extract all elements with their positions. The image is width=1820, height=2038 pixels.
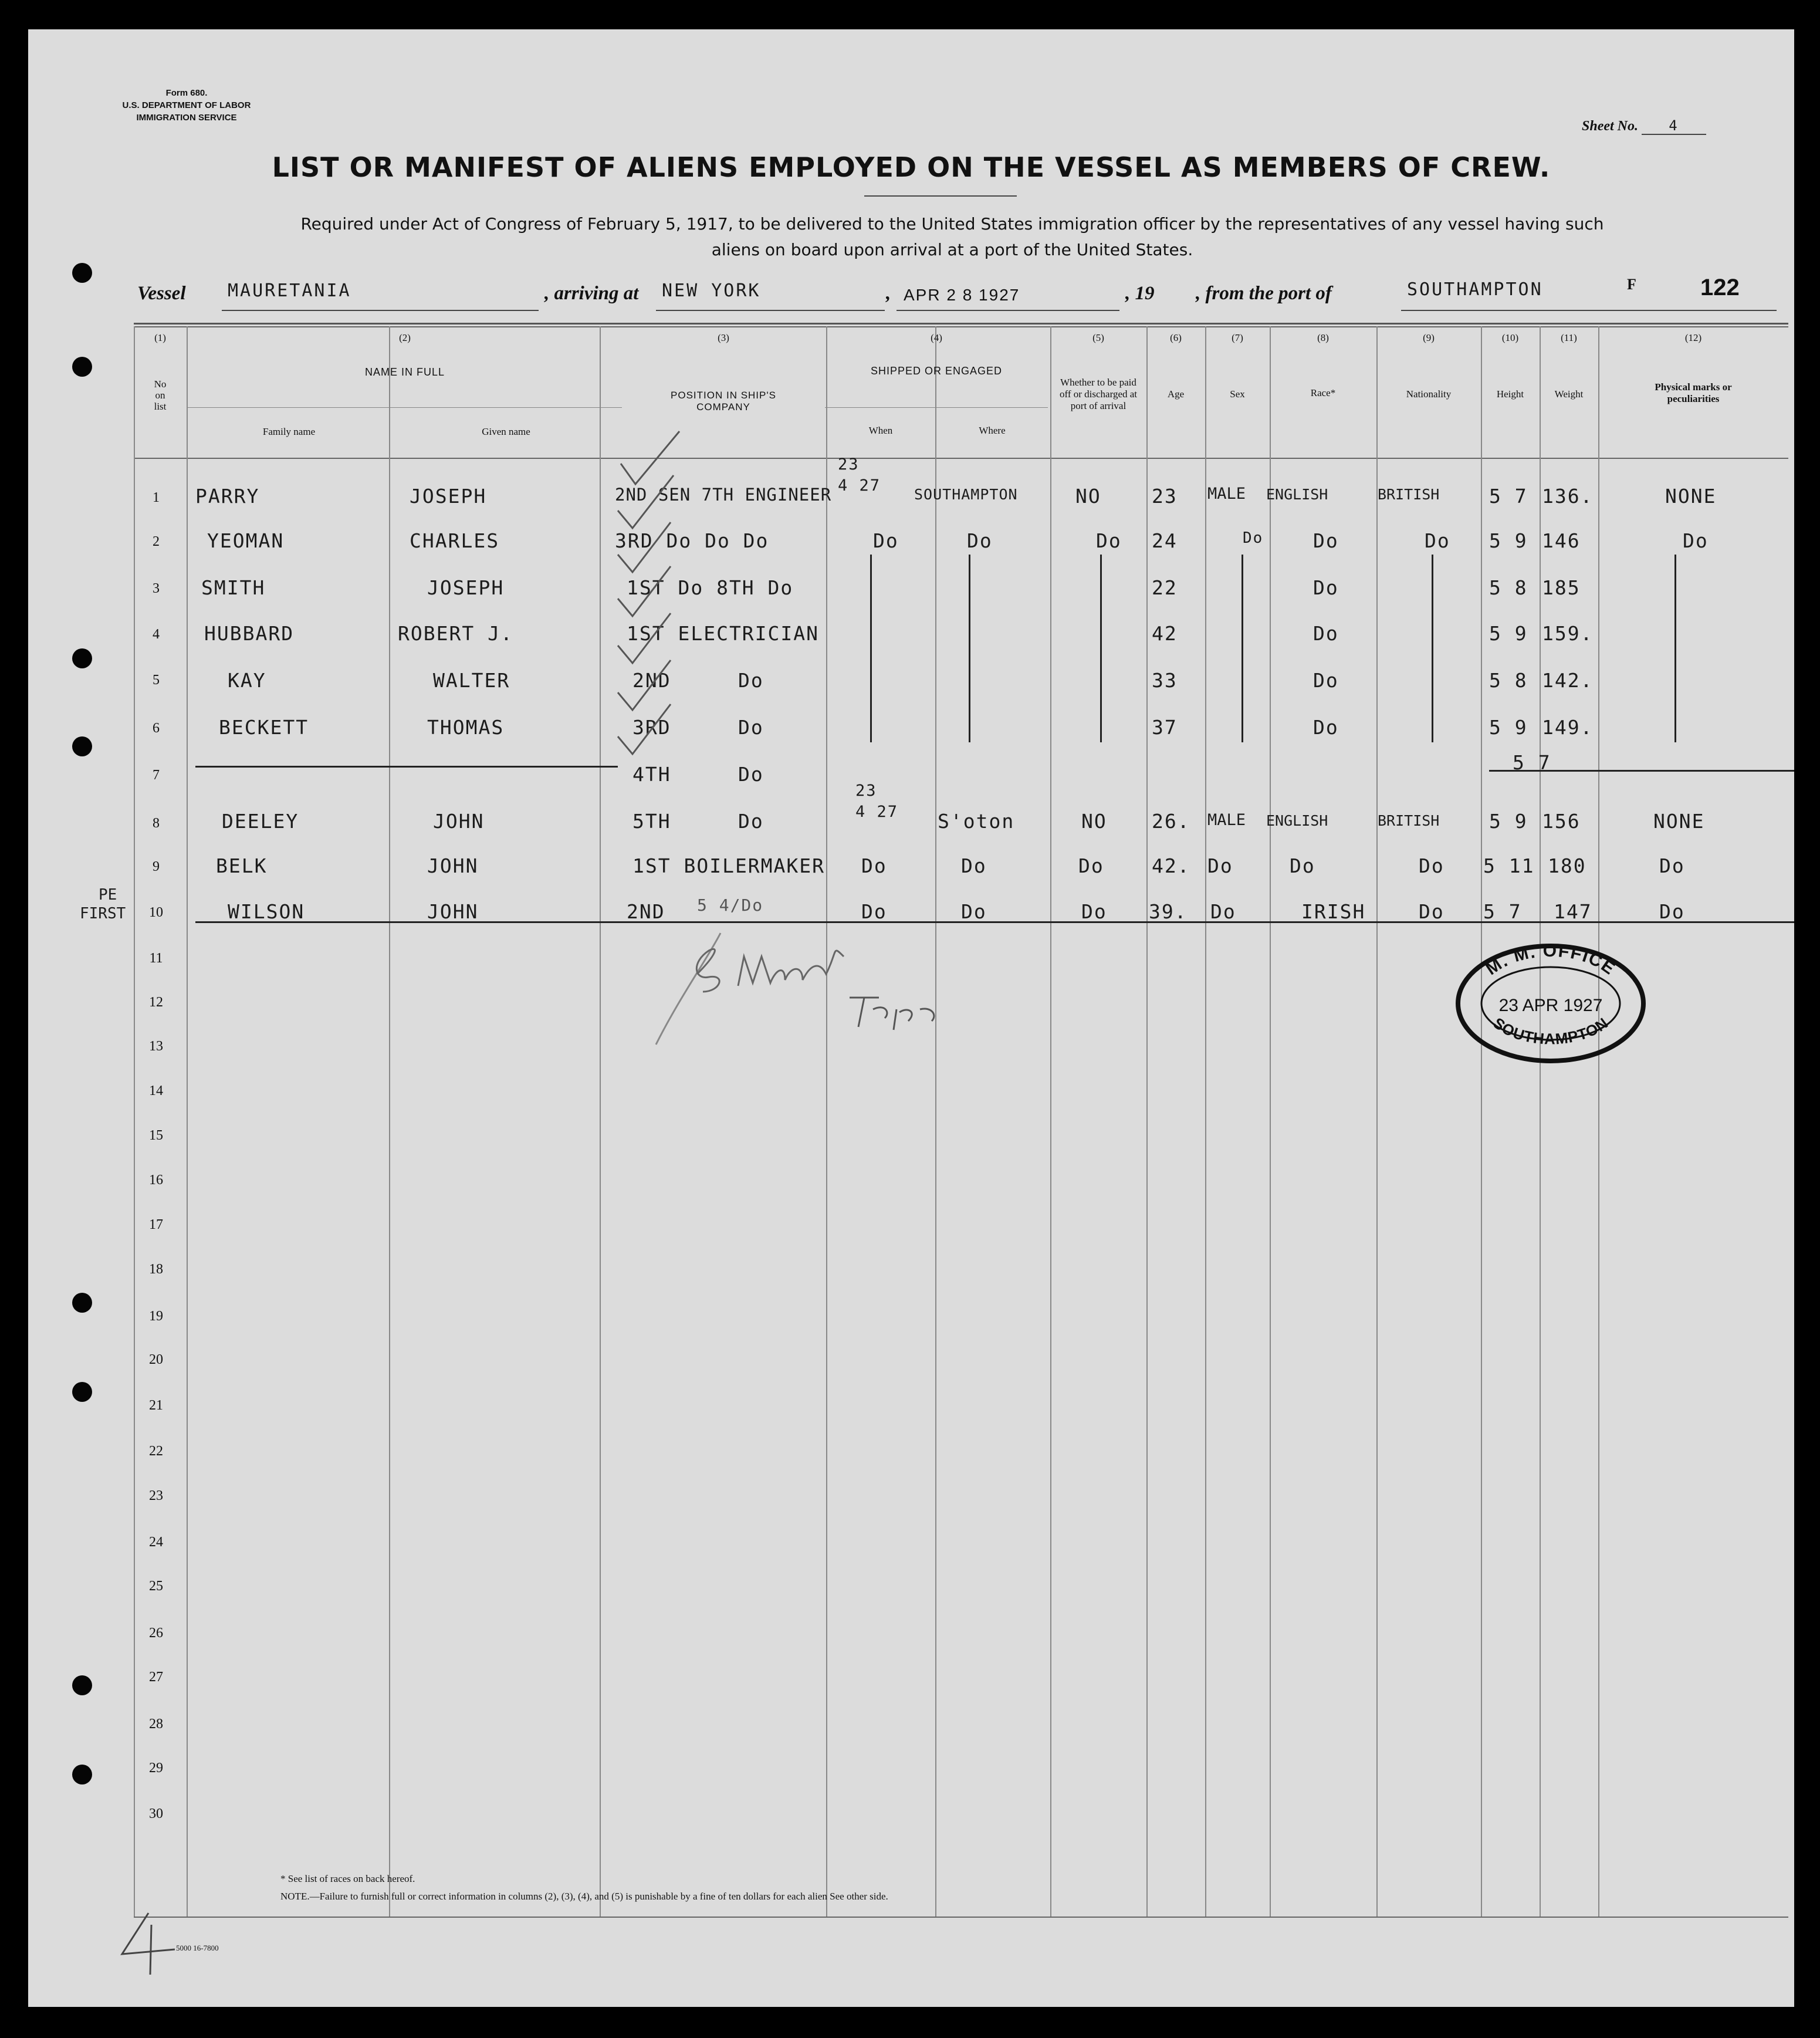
family-name: YEOMAN [207, 529, 285, 552]
table-bottom-rule [134, 1917, 1788, 1918]
col-line [935, 326, 936, 1917]
position: 4TH [632, 763, 671, 786]
print-code: 5000 16-7800 [176, 1944, 219, 1952]
given-name: JOHN [427, 900, 479, 923]
ditto-line [1674, 555, 1676, 742]
sex: Do [1207, 854, 1233, 877]
age: 42. [1152, 854, 1190, 877]
where: Do [961, 900, 987, 923]
given-name: JOSEPH [427, 576, 505, 599]
when-day: 23 [855, 782, 877, 800]
age: 37 [1152, 716, 1178, 739]
row-number: 19 [149, 1309, 163, 1324]
header-position: POSITION IN SHIP'S COMPANY [671, 390, 776, 413]
punch-hole [72, 648, 92, 668]
row-number: 2 [153, 534, 160, 549]
col-line [1540, 326, 1541, 1917]
race: ENGLISH [1266, 812, 1328, 829]
position: 1ST ELECTRICIAN [627, 622, 820, 645]
col-line [1598, 326, 1599, 1917]
race: Do [1313, 669, 1339, 692]
height: 5 7 [1489, 485, 1528, 508]
ditto-line [1432, 555, 1433, 742]
family-name: SMITH [201, 576, 266, 599]
row-number: 23 [149, 1488, 163, 1503]
age: 42 [1152, 622, 1178, 645]
punch-hole [72, 357, 92, 377]
row-number: 3 [153, 581, 160, 596]
family-name: HUBBARD [204, 622, 295, 645]
col-line [1270, 326, 1271, 1917]
row-number: 25 [149, 1579, 163, 1594]
stamp-bottom-text: SOUTHAMPTON [1490, 1013, 1612, 1048]
header-where: Where [979, 425, 1006, 436]
height: 5 9 [1489, 810, 1528, 833]
height: 5 8 [1489, 576, 1528, 599]
row-number: 17 [149, 1217, 163, 1232]
age: 33 [1152, 669, 1178, 692]
vessel-name: MAURETANIA [228, 280, 351, 301]
race: Do [1313, 529, 1339, 552]
col-line [187, 326, 188, 1917]
given-name: JOSEPH [410, 485, 487, 508]
position: 1ST Do 8TH Do [627, 576, 794, 599]
row-number: 7 [153, 768, 160, 783]
age: 23 [1152, 485, 1178, 508]
punch-hole [72, 736, 92, 756]
header-given-name: Given name [482, 426, 530, 437]
row-number: 13 [149, 1039, 163, 1054]
department: U.S. DEPARTMENT OF LABOR [122, 100, 251, 110]
height: 5 8 [1489, 669, 1528, 692]
when: Do [873, 529, 899, 552]
col-line [1481, 326, 1482, 1917]
form-identifier [75, 87, 298, 124]
position-ditto: Do [738, 810, 764, 833]
nationality: Do [1419, 854, 1445, 877]
height: 5 11 [1483, 854, 1535, 877]
vessel-underline [222, 310, 539, 311]
nationality: Do [1419, 900, 1445, 923]
nationality: BRITISH [1378, 812, 1440, 829]
age: 39. [1149, 900, 1188, 923]
header-race: Race* [1310, 387, 1336, 398]
where: SOUTHAMPTON [914, 486, 1018, 503]
requirement-text [134, 211, 1771, 263]
when-month: 4 27 [855, 803, 899, 821]
row-number: 16 [149, 1172, 163, 1188]
margin-note: FIRST [80, 905, 126, 922]
row-number: 14 [149, 1083, 163, 1099]
col-line [600, 326, 601, 1917]
col-index: (1) [154, 332, 166, 343]
mm-office-stamp [1454, 942, 1648, 1065]
height: 5 7 [1483, 900, 1522, 923]
svg-text:SOUTHAMPTON [1490, 1014, 1612, 1048]
weight: 180 [1548, 854, 1586, 877]
from-port-label: , from the port of [1196, 283, 1332, 304]
sex: MALE [1207, 485, 1246, 503]
row-number: 28 [149, 1716, 163, 1732]
row-number: 15 [149, 1128, 163, 1143]
header-age: Age [1167, 388, 1185, 400]
height: 5 9 [1489, 622, 1528, 645]
ditto-line [969, 555, 970, 742]
col-line [826, 326, 827, 1917]
race: Do [1313, 622, 1339, 645]
weight: 149. [1542, 716, 1594, 739]
stamp-date: 23 APR 1927 [1498, 996, 1603, 1015]
col-line [1376, 326, 1378, 1917]
header-family-name: Family name [262, 426, 316, 437]
sheet-number [1582, 117, 1706, 135]
arrival-underline [656, 310, 885, 311]
col-index: (5) [1092, 332, 1104, 343]
row-number: 29 [149, 1760, 163, 1776]
col-line [389, 326, 390, 1917]
form-number: Form 680. [165, 88, 208, 98]
col-index: (6) [1170, 332, 1182, 343]
port-underline [1401, 310, 1777, 311]
service: IMMIGRATION SERVICE [136, 113, 237, 123]
row-number: 9 [153, 859, 160, 874]
col-index: (12) [1684, 332, 1702, 343]
vessel-label: Vessel [137, 283, 186, 304]
family-name: PARRY [195, 485, 260, 508]
col-index: (9) [1423, 332, 1435, 343]
position: 5TH [632, 810, 671, 833]
arrival-date-stamp: APR 2 8 1927 [904, 286, 1020, 304]
date-underline [897, 310, 1119, 311]
weight: 147 [1554, 900, 1592, 923]
title-divider [864, 195, 1017, 197]
age: 26. [1152, 810, 1190, 833]
arriving-label: , arriving at [544, 283, 639, 304]
given-name: CHARLES [410, 529, 500, 552]
nationality: Do [1425, 529, 1450, 552]
sex: Do [1210, 900, 1236, 923]
physical-marks: NONE [1665, 485, 1717, 508]
punch-hole [72, 1382, 92, 1402]
where: Do [961, 854, 987, 877]
paid-off: NO [1075, 485, 1101, 508]
given-name: JOHN [433, 810, 485, 833]
row-number: 12 [149, 995, 163, 1010]
row-number: 11 [149, 951, 163, 966]
col-index: (8) [1317, 332, 1329, 343]
weight: 159. [1542, 622, 1594, 645]
race: Do [1313, 576, 1339, 599]
header-weight: Weight [1554, 388, 1584, 400]
header-nationality: Nationality [1406, 388, 1452, 400]
margin-note: PE [99, 886, 117, 904]
row-number: 27 [149, 1669, 163, 1685]
inspector-signature [627, 910, 1049, 1056]
row-number: 8 [153, 816, 160, 831]
age: 24 [1152, 529, 1178, 552]
given-name: WALTER [433, 669, 510, 692]
col-index: (11) [1561, 332, 1577, 343]
ditto-line [1100, 555, 1102, 742]
when-day: 23 [838, 455, 860, 474]
height: 5 7 [1513, 751, 1551, 774]
physical-marks: Do [1659, 854, 1685, 877]
sheet-label: Sheet No. [1582, 119, 1638, 134]
requirement-line-2: aliens on board upon arrival at a port of the United States. [711, 240, 1193, 259]
row-number: 18 [149, 1262, 163, 1277]
when-month: 4 27 [838, 476, 881, 495]
svg-text:M. M. OFFICE [1483, 942, 1619, 979]
row-number: 5 [153, 672, 160, 688]
position: 3RD Do Do Do [615, 529, 769, 552]
where: Do [967, 529, 993, 552]
punch-hole [72, 1293, 92, 1313]
requirement-line-1: Required under Act of Congress of February 5, 1917, to be delivered to the United States immigration officer by the representatives of any vessel having such [300, 214, 1604, 234]
physical-marks: Do [1659, 900, 1685, 923]
page-title: LIST OR MANIFEST OF ALIENS EMPLOYED ON THE VESSEL AS MEMBERS OF CREW. [272, 151, 1551, 183]
shipped-subrule [825, 407, 1048, 408]
paid-off: NO [1081, 810, 1107, 833]
header-paid-off: Whether to be paid off or discharged at port of arrival [1059, 377, 1138, 411]
footnote-penalty: NOTE.—Failure to furnish full or correct information in columns (2), (3), (4), and (5) is punishable by a fine of ten dollars for each alien See other side. [280, 1891, 888, 1902]
given-name: THOMAS [427, 716, 505, 739]
where: S'oton [938, 810, 1015, 833]
header-physical-marks: Physical marks or peculiarities [1655, 381, 1732, 404]
physical-marks: NONE [1653, 810, 1705, 833]
manifest-page [28, 29, 1794, 2007]
paid-off: Do [1078, 854, 1104, 877]
given-name: JOHN [427, 854, 479, 877]
header-no-on-list: No on list [154, 378, 167, 412]
position: 2ND [632, 669, 671, 692]
header-sex: Sex [1230, 388, 1245, 400]
col-line [1205, 326, 1206, 1917]
row-number: 22 [149, 1444, 163, 1459]
footnote-races: * See list of races on back hereof. [280, 1873, 415, 1884]
row-number: 6 [153, 721, 160, 736]
sheet-value: 4 [1642, 117, 1706, 135]
strike-line [195, 766, 618, 768]
col-index: (4) [931, 332, 942, 343]
header-height: Height [1496, 388, 1524, 400]
given-name: ROBERT J. [398, 622, 513, 645]
header-name-in-full: NAME IN FULL [364, 366, 445, 378]
header-when: When [868, 425, 893, 436]
header-shipped: SHIPPED OR ENGAGED [870, 365, 1003, 377]
race: Do [1313, 716, 1339, 739]
position: 3RD [632, 716, 671, 739]
family-name: BELK [216, 854, 268, 877]
family-name: WILSON [228, 900, 305, 923]
weight: 142. [1542, 669, 1594, 692]
position: 2ND SEN 7TH ENGINEER [615, 485, 832, 505]
family-name: KAY [228, 669, 266, 692]
stamp-top-text: M. M. OFFICE [1482, 942, 1619, 979]
weight: 185 [1542, 576, 1581, 599]
race: ENGLISH [1266, 486, 1328, 503]
when: Do [861, 900, 887, 923]
position-note: 5 4/Do [697, 895, 764, 915]
family-name: BECKETT [219, 716, 309, 739]
name-subrule [188, 407, 622, 408]
year-label: , 19 [1125, 283, 1155, 304]
sex: MALE [1207, 811, 1246, 829]
row-number: 24 [149, 1535, 163, 1550]
position-ditto: Do [738, 669, 764, 692]
ditto-line [870, 555, 872, 742]
row-number: 1 [153, 490, 160, 505]
weight: 146 [1542, 529, 1581, 552]
family-name: DEELEY [222, 810, 299, 833]
sex: Do [1243, 529, 1264, 547]
punch-hole [72, 263, 92, 283]
margin-mark: F [1627, 276, 1636, 293]
col-index: (2) [399, 332, 411, 343]
row-number: 21 [149, 1398, 163, 1413]
punch-hole [72, 1675, 92, 1695]
col-index: (10) [1501, 332, 1519, 343]
col-index: (7) [1232, 332, 1243, 343]
handwritten-sheet-number [104, 1907, 192, 1978]
age: 22 [1152, 576, 1178, 599]
row-number: 10 [149, 905, 163, 920]
paid-off: Do [1081, 900, 1107, 923]
col-line [1146, 326, 1148, 1917]
row-number: 20 [149, 1352, 163, 1367]
row-number: 4 [153, 627, 160, 642]
height: 5 9 [1489, 529, 1528, 552]
position-ditto: Do [738, 763, 764, 786]
punch-hole [72, 1765, 92, 1784]
weight: 136. [1542, 485, 1594, 508]
strike-line [1489, 770, 1794, 772]
paid-off: Do [1096, 529, 1122, 552]
position: 2ND [627, 900, 665, 923]
ditto-line [1241, 555, 1243, 742]
position: 1ST BOILERMAKER [632, 854, 826, 877]
comma: , [886, 283, 891, 304]
col-line [1050, 326, 1051, 1917]
table-top-rule [134, 323, 1788, 325]
check-marks [609, 428, 703, 757]
row-number: 30 [149, 1806, 163, 1821]
nationality: BRITISH [1378, 486, 1440, 503]
arrival-port: NEW YORK [662, 280, 761, 301]
race: IRISH [1301, 900, 1366, 923]
page-count: 122 [1700, 275, 1740, 300]
physical-marks: Do [1683, 529, 1709, 552]
race: Do [1290, 854, 1315, 877]
departure-port: SOUTHAMPTON [1407, 279, 1543, 300]
weight: 156 [1542, 810, 1581, 833]
row-number: 26 [149, 1625, 163, 1641]
position-ditto: Do [738, 716, 764, 739]
col-index: (3) [718, 332, 729, 343]
when: Do [861, 854, 887, 877]
height: 5 9 [1489, 716, 1528, 739]
